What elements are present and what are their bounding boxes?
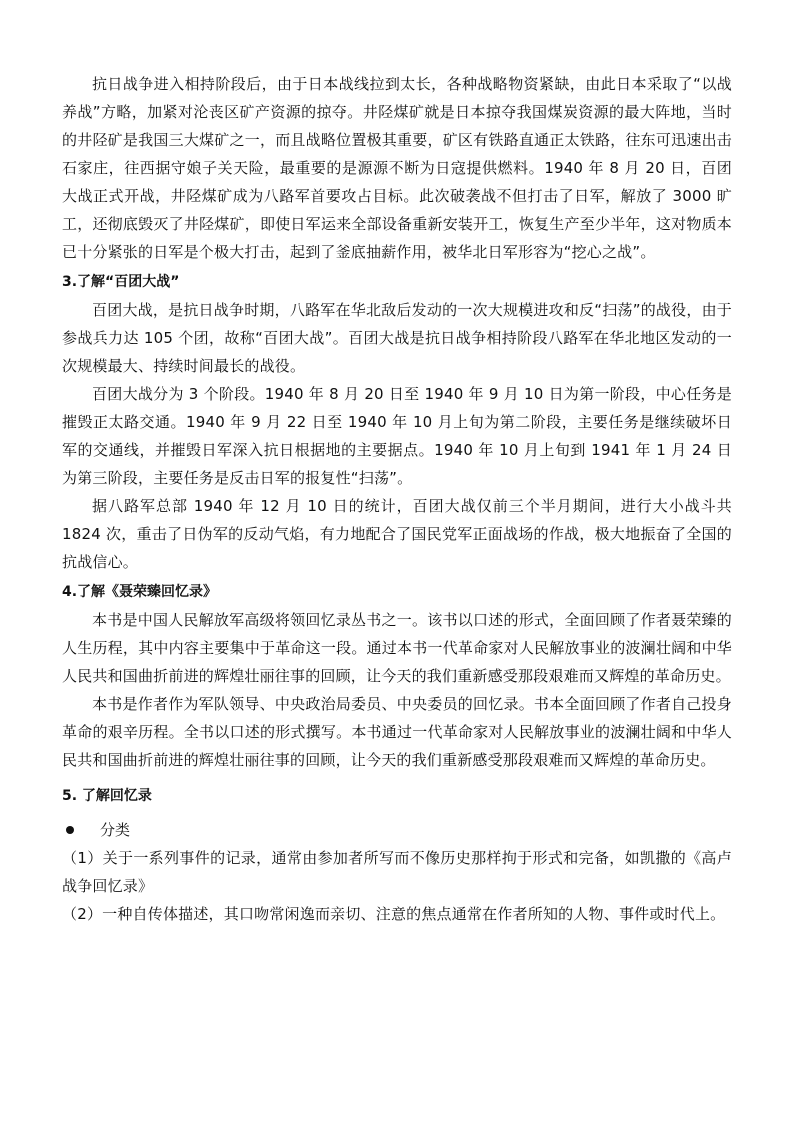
bullet-classification bbox=[62, 816, 732, 844]
heading-memoir-genre: 5. 了解回忆录 bbox=[62, 788, 152, 804]
list-item-1: （1）关于一系列事件的记录，通常由参加者所写而不像历史那样拘于形式和完备，如凯撒的《高卢战争回忆录》 bbox=[62, 849, 732, 895]
paragraph-hundred-regiments-intro: 百团大战，是抗日战争时期，八路军在华北敌后发动的一次大规模进攻和反“扫荡”的战役，由于参战兵力达 105 个团，故称“百团大战”。百团大战是抗日战争相持阶段八路军在华北地区发动的一次规模最大、持续时间最长的战役。 bbox=[62, 301, 732, 375]
paragraph-hundred-regiments-stats: 据八路军总部 1940 年 12 月 10 日的统计，百团大战仅前三个半月期间，进行大小战斗共 1824 次，重击了日伪军的反动气焰，有力地配合了国民党军正面战场的作战，极大地振奋了全国的抗战信心。 bbox=[62, 497, 732, 571]
heading-nie-memoir: 4.了解《聂荣臻回忆录》 bbox=[62, 584, 218, 600]
bullet-dot-icon bbox=[66, 826, 74, 834]
heading-hundred-regiments: 3.了解“百团大战” bbox=[62, 274, 180, 290]
document-body bbox=[62, 70, 732, 928]
paragraph-jingxing-coal-mine: 抗日战争进入相持阶段后，由于日本战线拉到太长，各种战略物资紧缺，由此日本采取了“以战养战”方略，加紧对沦丧区矿产资源的掠夺。井陉煤矿就是日本掠夺我国煤炭资源的最大阵地，当时的井陉矿是我国三大煤矿之一，而且战略位置极其重要，矿区有铁路直通正太铁路，往东可迅速出击石家庄，往西据守娘子关天险，最重要的是源源不断为日寇提供燃料。1940 年 8 月 20 日，百团大战正式开战，井陉煤矿成为八路军首要攻占目标。此次破袭战不但打击了日军，解放了 3000 旷工，还彻底毁灭了井陉煤矿，即使日军运来全部设备重新安装开工，恢复生产至少半年，这对物质本已十分紧张的日军是个极大打击，起到了釜底抽薪作用，被华北日军形容为“挖心之战”。 bbox=[62, 75, 732, 261]
bullet-label: 分类 bbox=[100, 821, 131, 839]
paragraph-nie-memoir-2: 本书是作者作为军队领导、中央政治局委员、中央委员的回忆录。书本全面回顾了作者自己投身革命的艰辛历程。全书以口述的形式撰写。本书通过一代革命家对人民解放事业的波澜壮阔和中华人民共和国曲折前进的辉煌壮丽往事的回顾，让今天的我们重新感受那段艰难而又辉煌的革命历史。 bbox=[62, 695, 732, 769]
list-item-2: （2）一种自传体描述，其口吻常闲逸而亲切、注意的焦点通常在作者所知的人物、事件或时代上。 bbox=[62, 905, 726, 923]
paragraph-hundred-regiments-stages: 百团大战分为 3 个阶段。1940 年 8 月 20 日至 1940 年 9 月 10 日为第一阶段，中心任务是摧毁正太路交通。1940 年 9 月 22 日至 1940 年 10 月上旬为第二阶段，主要任务是继续破坏日军的交通线，并摧毁日军深入抗日根据地的主要据点。1940 年 10 月上旬到 1941 年 1 月 24 日为第三阶段，主要任务是反击日军的报复性“扫荡”。 bbox=[62, 385, 732, 487]
paragraph-nie-memoir-1: 本书是中国人民解放军高级将领回忆录丛书之一。该书以口述的形式，全面回顾了作者聂荣臻的人生历程，其中内容主要集中于革命这一段。通过本书一代革命家对人民解放事业的波澜壮阔和中华人民共和国曲折前进的辉煌壮丽往事的回顾，让今天的我们重新感受那段艰难而又辉煌的革命历史。 bbox=[62, 611, 732, 685]
